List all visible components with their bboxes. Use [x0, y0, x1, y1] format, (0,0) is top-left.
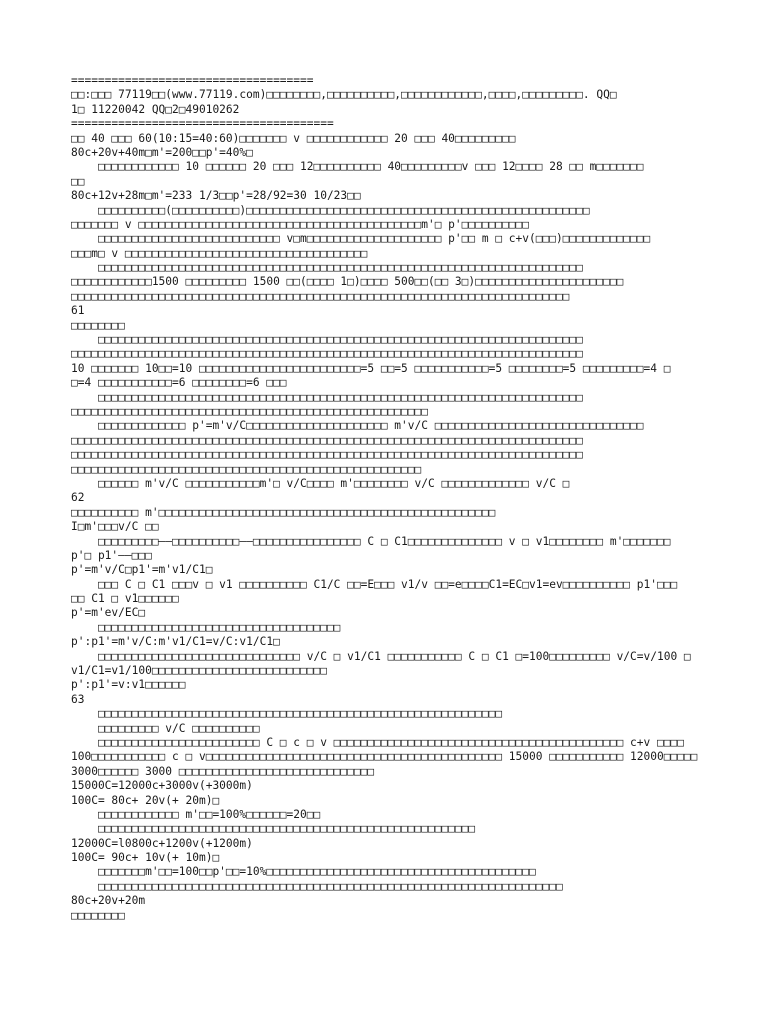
text-line: 62 — [71, 491, 85, 505]
text-line: □□□□□□□ v □□□□□□□□□□□□□□□□□□□□□□□□□□□□□□□□□□□□□□□□□□m'□ p'□□□□□□□□□□ — [71, 217, 530, 231]
text-line: □□□□□□□□□□□□□□□□□□□□□□□□□□□□□□□□□□□□□□□□□□□□□□□□□□□□□□□□□□□□□□□□□□□□□□□□□□□□ — [71, 347, 583, 361]
text-line: 1□ 11220042 QQ□2□49010262 — [71, 102, 240, 116]
text-line: I□m'□□□v/C □□ — [71, 520, 159, 534]
text-line: □□□□□□□□□□□□□□□□□□□□□□□□ C □ c □ v □□□□□□□□□□□□□□□□□□□□□□□□□□□□□□□□□□□□□□□□□□□ c+v □□□□ — [71, 735, 684, 749]
text-line: p':p1'=v:v1□□□□□□ — [71, 678, 186, 692]
text-line: □□□□□□□□□□□□□□□□□□□□□□□□□□□□□□□□□□□□□□□□□□□□□□□□□□□□□□□□□□□□□□□□□□□□□□□□□□□□ — [71, 433, 583, 447]
text-line: p'=m'ev/EC□ — [71, 606, 146, 620]
text-line: 80c+20v+20m — [71, 894, 146, 908]
text-line: □□□□□□□□□□□□1500 □□□□□□□□□ 1500 □□(□□□□ 1□)□□□□ 500□□(□□ 3□)□□□□□□□□□□□□□□□□□□□□□□ — [71, 275, 624, 289]
text-line: □□□□□□□□□□□□□□□□□□□□□□□□□□□□□□□□□□□□□□□□□□□□□□□□□□□□□ — [71, 404, 428, 418]
text-line: □□□□□□□□□□ m'□□□□□□□□□□□□□□□□□□□□□□□□□□□□□□□□□□□□□□□□□□□□□□□□□□ — [71, 505, 496, 519]
text-line: □□□□□□□□□□□□□□□□□□□□□□□□□□□□□□□□□□□□□□□□□□□□□□□□□□□□□□□□□□□□□□□□□□□□□ — [71, 879, 563, 893]
text-line: 80c+20v+40m□m'=200□□p'=40%□ — [71, 145, 253, 159]
text-line: 100C= 80c+ 20v(+ 20m)□ — [71, 793, 220, 807]
text-line: □□□□□□□□□□□□□□□□□□□□□□□□□□□□□□□□□□□□□□□□□□□□□□□□□□□□□□□□□□□□□□□□□□□□□□□□ — [71, 390, 583, 404]
text-line: 61 — [71, 304, 85, 318]
text-line: □□□□□□□□□ v/C □□□□□□□□□□ — [71, 721, 260, 735]
text-line: 63 — [71, 692, 85, 706]
text-line: □□□□□□□□□□□□□□□□□□□□□□□□□□□□□□□□□□□□□□□□□□□□□□□□□□□□□□□□□□□□□□□□□□□□□□□□□□□□ — [71, 448, 583, 462]
text-line: ==================================== — [71, 74, 314, 87]
text-line: p':p1'=m'v/C:m'v1/C1=v/C:v1/C1□ — [71, 635, 280, 649]
text-line: 3000□□□□□□ 3000 □□□□□□□□□□□□□□□□□□□□□□□□□□□□□ — [71, 764, 375, 778]
text-line: □□□□□□□□ — [71, 908, 125, 922]
text-line: □□□□□□□m'□□=100□□p'□□=10%□□□□□□□□□□□□□□□□□□□□□□□□□□□□□□□□□□□□□□□□ — [71, 865, 536, 879]
text-line: □□□□□□□□□□□□□□□□□□□□□□□□□□□ v□m□□□□□□□□□□□□□□□□□□□□ p'□□ m □ c+v(□□□)□□□□□□□□□□□□□ — [71, 232, 651, 246]
text-line: □□□□□□□□□□□□□□□□□□□□□□□□□□□□□□□□□□□□□□□□□□□□□□□□□□□□□□□□□□□□□□□□□□□□□□□□□□ — [71, 289, 570, 303]
text-line: □□□□□□□□□□□□□□□□□□□□□□□□□□□□□□□□□□□□□□□□□□□□□□□□□□□□□□□□□□□□□□□□□□□□□□□□ — [71, 261, 583, 275]
text-line: □□□m□ v □□□□□□□□□□□□□□□□□□□□□□□□□□□□□□□□□□□□ — [71, 246, 368, 260]
text-line: 10 □□□□□□□ 10□□=10 □□□□□□□□□□□□□□□□□□□□□□□□=5 □□=5 □□□□□□□□□□□=5 □□□□□□□□=5 □□□□□□□□□=4 □ — [71, 361, 671, 375]
text-line: □□□ C □ C1 □□□v □ v1 □□□□□□□□□□ C1/C □□=E□□□ v1/v □□=e□□□□C1=EC□v1=ev□□□□□□□□□□ p1'□□□ — [71, 577, 678, 591]
text-line: □□ 40 □□□ 60(10:15=40:60)□□□□□□□ v □□□□□□□□□□□□ 20 □□□ 40□□□□□□□□□ — [71, 131, 516, 145]
text-line: □□□□□□□□□□□□ 10 □□□□□□ 20 □□□ 12□□□□□□□□□□ 40□□□□□□□□□v □□□ 12□□□□ 28 □□ m□□□□□□□ — [71, 160, 644, 174]
text-line: ======================================= — [71, 117, 334, 131]
document-text — [71, 74, 708, 923]
text-line: v1/C1=v1/100□□□□□□□□□□□□□□□□□□□□□□□□□□ — [71, 664, 327, 678]
text-line: □□□□□□□□□□□□□□□□□□□□□□□□□□□□□□ v/C □ v1/C1 □□□□□□□□□□□ C □ C1 □=100□□□□□□□□□ v/C=v/100 □ — [71, 649, 691, 663]
text-line: 80c+12v+28m□m'=233 1/3□□p'=28/92=30 10/23□□ — [71, 189, 361, 203]
text-line: p'□ p1'——□□□ — [71, 548, 152, 562]
text-line: □□ — [71, 174, 85, 188]
text-line: □□□□□□□□□——□□□□□□□□□□——□□□□□□□□□□□□□□□□ C □ C1□□□□□□□□□□□□□□ v □ v1□□□□□□□□ m'□□□□□□□ — [71, 534, 671, 548]
text-line: □□□□□□□□ — [71, 318, 125, 332]
text-line: □□□□□□□□□□□□□ p'=m'v/C□□□□□□□□□□□□□□□□□□□□□ m'v/C □□□□□□□□□□□□□□□□□□□□□□□□□□□□□□□ — [71, 419, 644, 433]
text-line: □=4 □□□□□□□□□□□=6 □□□□□□□□=6 □□□ — [71, 376, 287, 390]
text-line: □□□□□□□□□□□□□□□□□□□□□□□□□□□□□□□□□□□□□□□□□□□□□□□□□□□□□□□□ — [71, 822, 476, 836]
text-line: □□□□□□□□□□□□□□□□□□□□□□□□□□□□□□□□□□□□□□□□□□□□□□□□□□□□ — [71, 462, 422, 476]
text-line: □□□□□□□□□□□□□□□□□□□□□□□□□□□□□□□□□□□□□□□□□□□□□□□□□□□□□□□□□□□□□□□□□□□□□□□□ — [71, 333, 583, 347]
text-line: 12000C=l0800c+1200v(+1200m) — [71, 836, 253, 850]
text-line: □□□□□□□□□□□□□□□□□□□□□□□□□□□□□□□□□□□□ — [71, 620, 341, 634]
text-line: □□□□□□□□□□□□ m'□□=100%□□□□□□=20□□ — [71, 807, 321, 821]
text-line: □□□□□□□□□□(□□□□□□□□□□)□□□□□□□□□□□□□□□□□□□□□□□□□□□□□□□□□□□□□□□□□□□□□□□□□□□ — [71, 203, 590, 217]
text-line: 100□□□□□□□□□□□ c □ v□□□□□□□□□□□□□□□□□□□□□□□□□□□□□□□□□□□□□□□□□□□□ 15000 □□□□□□□□□□□ 12000□□□□□ — [71, 750, 698, 764]
text-line: p'=m'v/C□p1'=m'v1/C1□ — [71, 563, 213, 577]
text-line: 100C= 90c+ 10v(+ 10m)□ — [71, 851, 220, 865]
text-line: □□□□□□□□□□□□□□□□□□□□□□□□□□□□□□□□□□□□□□□□□□□□□□□□□□□□□□□□□□□□ — [71, 707, 503, 721]
text-line: 15000C=12000c+3000v(+3000m) — [71, 779, 253, 793]
text-line: □□□□□□ m'v/C □□□□□□□□□□□m'□ v/C□□□□ m'□□□□□□□□ v/C □□□□□□□□□□□□□ v/C □ — [71, 476, 570, 490]
text-line: □□:□□□ 77119□□(www.77119.com)□□□□□□□□,□□□□□□□□□□,□□□□□□□□□□□□,□□□□,□□□□□□□□□. QQ□ — [71, 88, 617, 102]
text-line: □□ C1 □ v1□□□□□□ — [71, 592, 179, 606]
